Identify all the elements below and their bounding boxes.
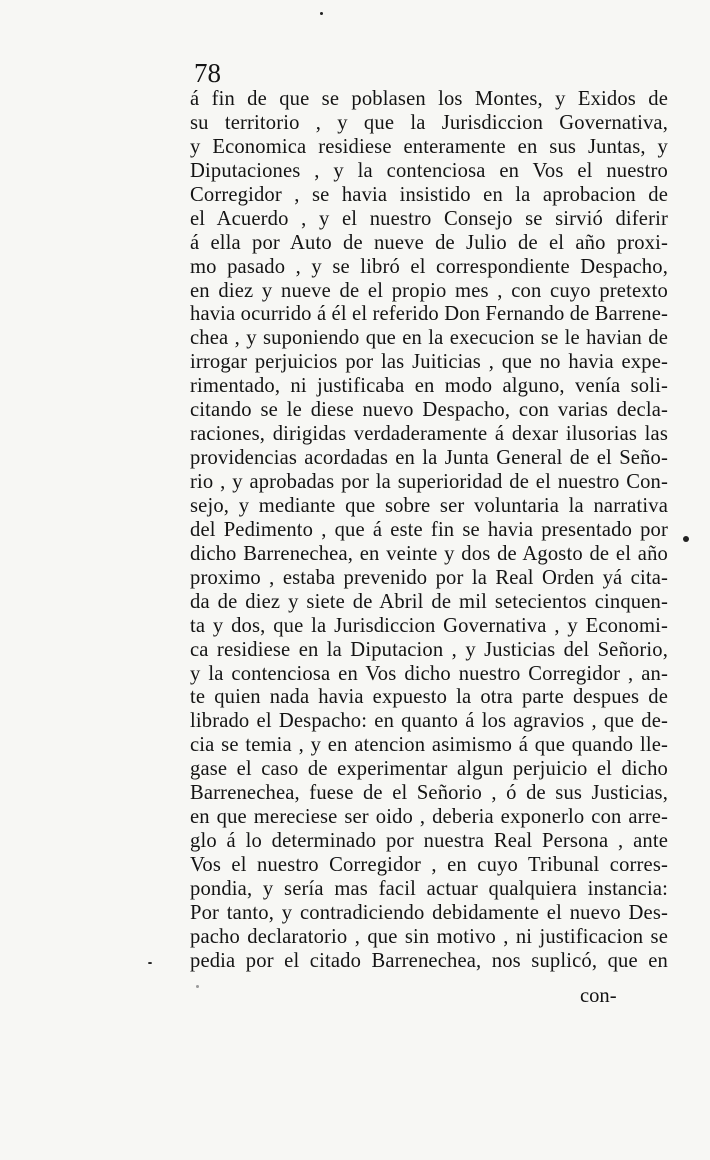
page-number: 78 xyxy=(194,58,221,88)
text-line: da de diez y siete de Abril de mil setecientos cinquen- xyxy=(190,590,668,613)
text-line: en que mereciese ser oido , deberia exponerlo con arre- xyxy=(190,806,668,829)
text-line: proximo , estaba prevenido por la Real Orden yá cita- xyxy=(190,566,668,589)
text-line: á fin de que se poblasen los Montes, y Exidos de xyxy=(190,88,668,110)
text-line: dicho Barrenechea, en veinte y dos de Agosto de el año xyxy=(190,542,668,565)
text-line: pedia por el citado Barrenechea, nos suplicó, que en xyxy=(190,949,668,972)
text-line: chea , y suponiendo que en la execucion se le havian de xyxy=(190,327,668,350)
text-line: mo pasado , y se libró el correspondiente Despacho, xyxy=(190,255,668,278)
text-line: Por tanto, y contradiciendo debidamente el nuevo Des- xyxy=(190,901,668,924)
text-line: Diputaciones , y la contenciosa en Vos el nuestro xyxy=(190,159,668,182)
text-line: sejo, y mediante que sobre ser voluntaria la narrativa xyxy=(190,494,668,517)
text-line: librado el Despacho: en quanto á los agravios , que de- xyxy=(190,710,668,733)
text-line: pacho declaratorio , que sin motivo , ni justificacion se xyxy=(190,925,668,948)
text-line: Corregidor , se havia insistido en la aprobacion de xyxy=(190,183,668,206)
ink-speck xyxy=(683,536,689,542)
text-line: cia se temia , y en atencion asimismo á que quando lle- xyxy=(190,734,668,757)
text-line: providencias acordadas en la Junta General de el Seño- xyxy=(190,447,668,470)
text-line: citando se le diese nuevo Despacho, con varias decla- xyxy=(190,399,668,422)
text-line: ta y dos, que la Jurisdiccion Governativa , y Economi- xyxy=(190,614,668,637)
text-line: del Pedimento , que á este fin se havia presentado por xyxy=(190,518,668,541)
text-line: y Economica residiese enteramente en sus Juntas, y xyxy=(190,135,668,158)
text-line: raciones, dirigidas verdaderamente á dexar ilusorias las xyxy=(190,423,668,446)
ink-speck xyxy=(320,12,323,15)
text-line: el Acuerdo , y el nuestro Consejo se sirvió diferir xyxy=(190,207,668,230)
text-line: y la contenciosa en Vos dicho nuestro Corregidor , an- xyxy=(190,662,668,685)
body-text xyxy=(190,88,668,974)
text-line: á ella por Auto de nueve de Julio de el año proxi- xyxy=(190,231,668,254)
text-line: Barrenechea, fuese de el Señorio , ó de sus Justicias, xyxy=(190,782,668,805)
text-line: te quien nada havia expuesto la otra parte despues de xyxy=(190,686,668,709)
text-line: havia ocurrido á él el referido Don Fernando de Barrene- xyxy=(190,303,668,326)
text-line: gase el caso de experimentar algun perjuicio el dicho xyxy=(190,758,668,781)
text-line: irrogar perjuicios por las Juiticias , que no havia expe- xyxy=(190,351,668,374)
catchword: con- xyxy=(580,985,617,1007)
text-line: pondia, y sería mas facil actuar qualquiera instancia: xyxy=(190,877,668,900)
text-line: glo á lo determinado por nuestra Real Persona , ante xyxy=(190,830,668,853)
ink-speck xyxy=(148,962,152,964)
text-line: ca residiese en la Diputacion , y Justicias del Señorio, xyxy=(190,638,668,661)
text-line: en diez y nueve de el propio mes , con cuyo pretexto xyxy=(190,279,668,302)
text-line: rimentado, ni justificaba en modo alguno, venía soli- xyxy=(190,375,668,398)
text-line: rio , y aprobadas por la superioridad de el nuestro Con- xyxy=(190,471,668,493)
text-line: su territorio , y que la Jurisdiccion Governativa, xyxy=(190,111,668,134)
ink-speck xyxy=(196,985,199,988)
text-line: Vos el nuestro Corregidor , en cuyo Tribunal corres- xyxy=(190,854,668,876)
